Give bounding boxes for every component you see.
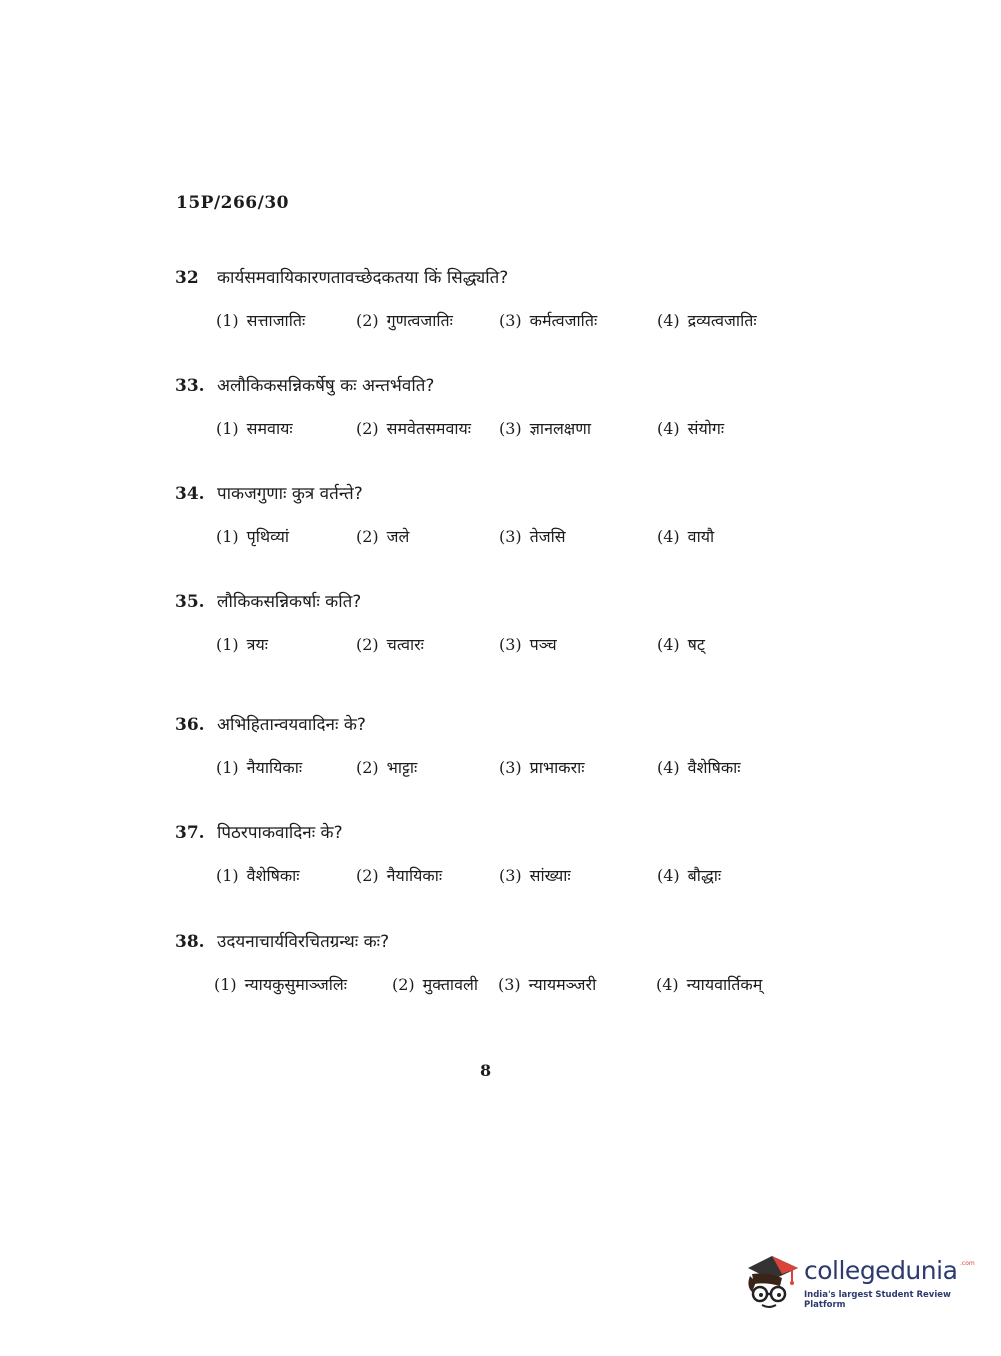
option-text: नैयायिकाः	[386, 866, 443, 885]
question-text: पाकजगुणाः कुत्र वर्तन्ते?	[217, 484, 363, 504]
option-3	[499, 864, 571, 886]
option-number: (1)	[216, 311, 239, 330]
question-text: अलौकिकसन्निकर्षेषु कः अन्तर्भवति?	[217, 376, 435, 396]
question-number: 34.	[175, 484, 205, 504]
option-4	[657, 864, 721, 886]
option-text: मुक्तावली	[422, 975, 478, 994]
collegedunia-logo	[742, 1250, 975, 1312]
option-1	[216, 525, 289, 547]
option-1	[216, 309, 305, 331]
question-number: 36.	[175, 715, 205, 735]
option-number: (1)	[216, 866, 239, 885]
question-number: 32	[175, 268, 199, 288]
mascot-icon	[742, 1252, 800, 1310]
option-number: (3)	[499, 758, 522, 777]
option-3	[499, 309, 597, 331]
option-4	[657, 417, 724, 439]
option-number: (3)	[499, 866, 522, 885]
option-3	[499, 525, 566, 547]
question-33	[0, 373, 1001, 463]
option-text: प्राभाकराः	[529, 758, 585, 777]
question-38	[0, 929, 1001, 1019]
option-text: वायौ	[687, 527, 715, 546]
question-text: अभिहितान्वयवादिनः के?	[217, 715, 366, 735]
option-text: नैयायिकाः	[246, 758, 303, 777]
option-number: (3)	[499, 311, 522, 330]
option-number: (1)	[216, 758, 239, 777]
option-number: (4)	[657, 758, 680, 777]
paper-code: 15P/266/30	[176, 193, 290, 213]
question-number: 37.	[175, 823, 205, 843]
option-text: समवेतसमवायः	[386, 419, 472, 438]
option-number: (4)	[657, 311, 680, 330]
question-number: 38.	[175, 932, 205, 952]
question-text: पिठरपाकवादिनः के?	[217, 823, 343, 843]
option-number: (4)	[657, 527, 680, 546]
option-number: (2)	[356, 758, 379, 777]
question-text: कार्यसमवायिकारणतावच्छेदकतया किं सिद्ध्यति?	[217, 268, 509, 288]
option-2	[356, 864, 442, 886]
option-number: (4)	[657, 635, 680, 654]
option-2	[356, 633, 424, 655]
option-text: न्यायवार्तिकम्	[686, 975, 763, 994]
option-1	[216, 756, 302, 778]
option-text: समवायः	[246, 419, 293, 438]
option-text: संयोगः	[687, 419, 725, 438]
option-2	[356, 756, 417, 778]
option-3	[499, 633, 557, 655]
option-text: सत्ताजातिः	[246, 311, 306, 330]
option-text: द्रव्यत्वजातिः	[687, 311, 757, 330]
brand-tagline: India's largest Student Review Platform	[804, 1290, 951, 1310]
option-2	[356, 309, 453, 331]
option-number: (3)	[498, 975, 521, 994]
option-number: (2)	[356, 419, 379, 438]
option-text: भाट्टाः	[386, 758, 418, 777]
question-37	[0, 820, 1001, 910]
option-3	[498, 973, 596, 995]
option-text: न्यायमञ्जरी	[528, 975, 597, 994]
option-4	[657, 525, 714, 547]
option-text: चत्वारः	[386, 635, 424, 654]
option-number: (3)	[499, 419, 522, 438]
option-text: षट्	[687, 635, 705, 654]
option-2	[356, 525, 409, 547]
option-4	[656, 973, 762, 995]
option-text: तेजसि	[529, 527, 566, 546]
question-36	[0, 712, 1001, 802]
option-number: (3)	[499, 527, 522, 546]
option-text: पृथिव्यां	[246, 527, 290, 546]
option-text: कर्मत्वजातिः	[529, 311, 598, 330]
option-text: जले	[386, 527, 410, 546]
brand-name: collegedunia	[804, 1256, 958, 1285]
page-number: 8	[480, 1061, 492, 1080]
option-1	[216, 633, 268, 655]
question-text: उदयनाचार्यविरचितग्रन्थः कः?	[217, 932, 390, 952]
option-text: वैशेषिकाः	[246, 866, 300, 885]
option-number: (2)	[356, 635, 379, 654]
option-number: (2)	[356, 527, 379, 546]
brand-domain-suffix: .com	[960, 1260, 975, 1267]
option-3	[499, 417, 591, 439]
option-number: (3)	[499, 635, 522, 654]
option-text: सांख्याः	[529, 866, 571, 885]
option-4	[657, 756, 741, 778]
option-number: (2)	[356, 311, 379, 330]
option-text: बौद्धाः	[687, 866, 722, 885]
question-text: लौकिकसन्निकर्षाः कति?	[217, 592, 362, 612]
option-text: ज्ञानलक्षणा	[529, 419, 591, 438]
option-text: वैशेषिकाः	[687, 758, 741, 777]
option-number: (1)	[216, 635, 239, 654]
question-number: 33.	[175, 376, 205, 396]
option-3	[499, 756, 585, 778]
option-1	[216, 417, 293, 439]
option-text: गुणत्वजातिः	[386, 311, 453, 330]
question-34	[0, 481, 1001, 571]
option-2	[392, 973, 478, 995]
option-text: न्यायकुसुमाञ्जलिः	[244, 975, 348, 994]
option-text: पञ्च	[529, 635, 557, 654]
option-number: (1)	[216, 419, 239, 438]
option-4	[657, 633, 705, 655]
option-2	[356, 417, 471, 439]
option-text: त्रयः	[246, 635, 269, 654]
question-32	[0, 265, 1001, 355]
question-number: 35.	[175, 592, 205, 612]
question-35	[0, 589, 1001, 679]
option-number: (1)	[216, 527, 239, 546]
option-number: (1)	[214, 975, 237, 994]
option-4	[657, 309, 757, 331]
option-number: (2)	[392, 975, 415, 994]
option-1	[214, 973, 347, 995]
option-number: (4)	[657, 866, 680, 885]
option-number: (2)	[356, 866, 379, 885]
option-number: (4)	[656, 975, 679, 994]
option-1	[216, 864, 300, 886]
option-number: (4)	[657, 419, 680, 438]
